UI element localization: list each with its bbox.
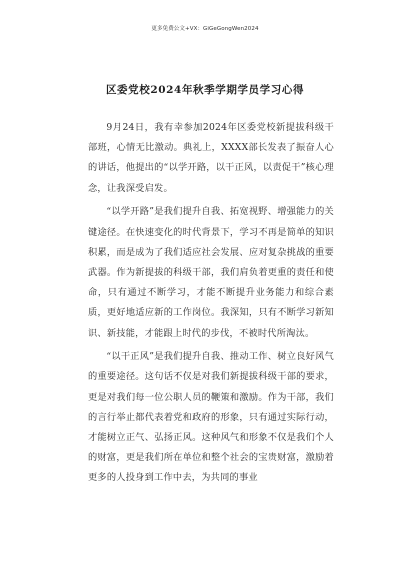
paragraph-3: “以干正风”是我们提升自我、推动工作、树立良好风气的重要途径。这句话不仅是对我们新提拔科级干部的要求，更是对我们每一位公职人员的鞭策和激励。作为干部，我们的言行举止都代表着党和政府的形象，只有通过实际行动，才能树立正气、弘扬正风。这种风气和形象不仅是我们个人的财富，更是我们所在单位和整个社会的宝贵财富，激励着更多的人投身到工作中去，为共同的事业 xyxy=(88,351,334,484)
paragraph-2: “以学开路”是我们提升自我、拓宽视野、增强能力的关键途径。在快速变化的时代背景下，学习不再是简单的知识积累，而是成为了我们适应社会发展、应对复杂挑战的重要武器。作为新提拔的科级干部，我们肩负着更重的责任和使命，只有通过不断学习，才能不断提升业务能力和综合素质，更好地适应新的工作岗位。我深知，只有不断学习新知识、新技能，才能跟上时代的步伐，不被时代所淘汰。 xyxy=(88,206,334,339)
document-title: 区委党校2024年秋季学期学员学习心得 xyxy=(105,84,305,96)
header-note: 更多免费公文+VX：GiGeGongWen2024 xyxy=(151,26,259,32)
paragraph-1: 9月24日，我有幸参加2024年区委党校新提拔科级干部班，心情无比激动。典礼上，XXXX部长发表了振奋人心的讲话，他提出的“以学开路，以干正风，以责促干”核心理念，让我深受启发。 xyxy=(88,122,334,194)
document-body xyxy=(88,118,334,492)
